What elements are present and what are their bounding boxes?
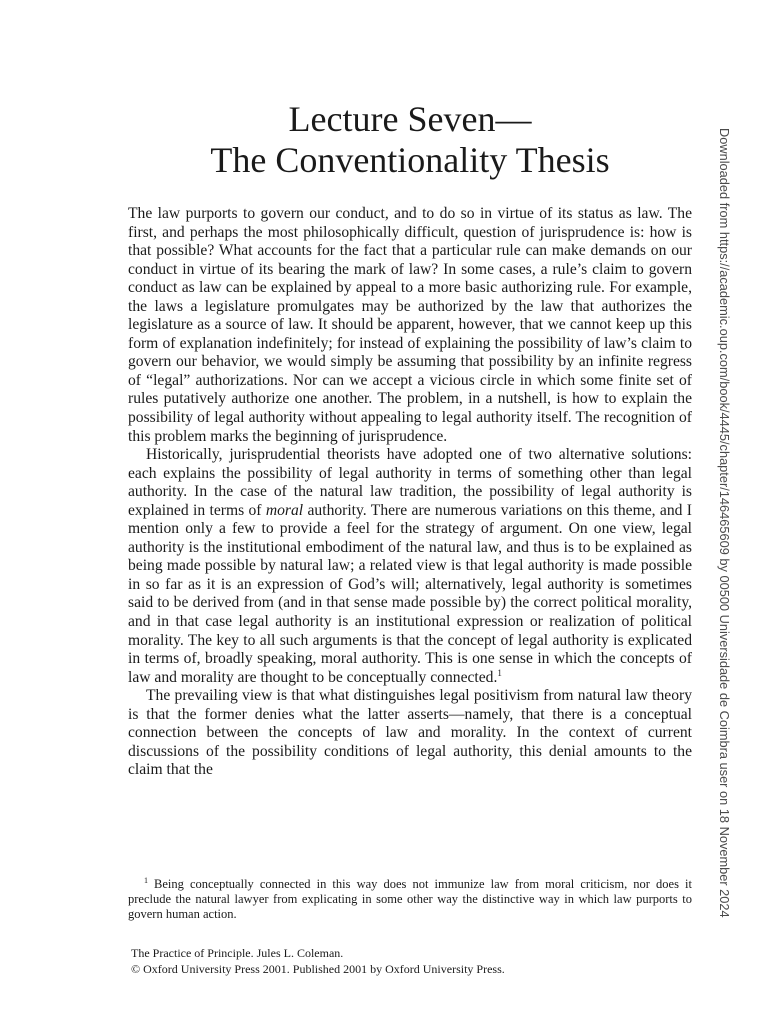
- chapter-title-line-1: Lecture Seven—: [288, 99, 532, 139]
- chapter-title-line-2: The Conventionality Thesis: [210, 140, 610, 180]
- paragraph-2: [128, 446, 692, 687]
- footnote-text: Being conceptually connected in this way does not immunize law from moral criticism, nor does it preclude the natural lawyer from explicating in some other way the distinctive way in which law purports to govern human action.: [128, 877, 692, 921]
- imprint: [131, 945, 505, 977]
- imprint-line-2: © Oxford University Press 2001. Published 2001 by Oxford University Press.: [131, 962, 505, 976]
- download-watermark: Downloaded from https://academic.oup.com/book/4445/chapter/146465609 by 00500 Universidade de Coimbra user on 18 November 2024: [717, 128, 732, 918]
- imprint-line-1: The Practice of Principle. Jules L. Coleman.: [131, 946, 344, 960]
- paragraph-2-text-a: Historically, jurisprudential theorists have adopted one of two alternative solutions: each explains the possibility of legal authority in terms of something other than legal authority. In the case of the natural law tradition, the possibility of legal authority is explained in terms of: [128, 446, 692, 519]
- footnote-reference[interactable]: 1: [497, 667, 502, 678]
- footnote: [128, 877, 692, 922]
- emphasis-moral: moral: [265, 501, 304, 519]
- footnote-number: 1: [144, 875, 148, 885]
- paragraph-2-text-b: authority. There are numerous variations on this theme, and I mention only a few to provide a feel for the strategy of argument. On one view, legal authority is the institutional embodiment of the natural law, and thus is to be explained as being made possible by natural law; a related view is that legal authority is made possible in so far as it is an expression of God’s will; alternatively, legal authority is sometimes said to be derived from (and in that sense made possible by) the correct political morality, and in that case legal authority is an institutional expression or realization of political morality. The key to all such arguments is that the concept of legal authority is explicated in terms of, broadly speaking, moral authority. This is one sense in which the concepts of law and morality are thought to be conceptually connected.: [128, 501, 692, 686]
- paragraph-1: The law purports to govern our conduct, and to do so in virtue of its status as law. The first, and perhaps the most philosophically difficult, question of jurisprudence is: how is that possible? What accounts for the fact that a particular rule can make demands on our conduct in virtue of its bearing the mark of law? In some cases, a rule’s claim to govern conduct as law can be explained by appeal to a more basic authorizing rule. For example, the laws a legislature promulgates may be authorized by the law that authorizes the legislature as a source of law. It should be apparent, however, that we cannot keep up this form of explanation indefinitely; for instead of explaining the possibility of law’s claim to govern our behavior, we would simply be assuming that possibility by an infinite regress of “legal” authorizations. Nor can we accept a vicious circle in which some finite set of rules putatively authorize one another. The problem, in a nutshell, is how to explain the possibility of legal authority without appealing to legal authority itself. The recognition of this problem marks the beginning of jurisprudence.: [128, 205, 692, 445]
- body-text: [128, 205, 692, 780]
- paragraph-3: The prevailing view is that what distinguishes legal positivism from natural law theory is that the former denies what the latter asserts—namely, that there is a conceptual connection between the concepts of law and morality. In the context of current discussions of the possibility conditions of legal authority, this denial amounts to the claim that the: [128, 687, 692, 779]
